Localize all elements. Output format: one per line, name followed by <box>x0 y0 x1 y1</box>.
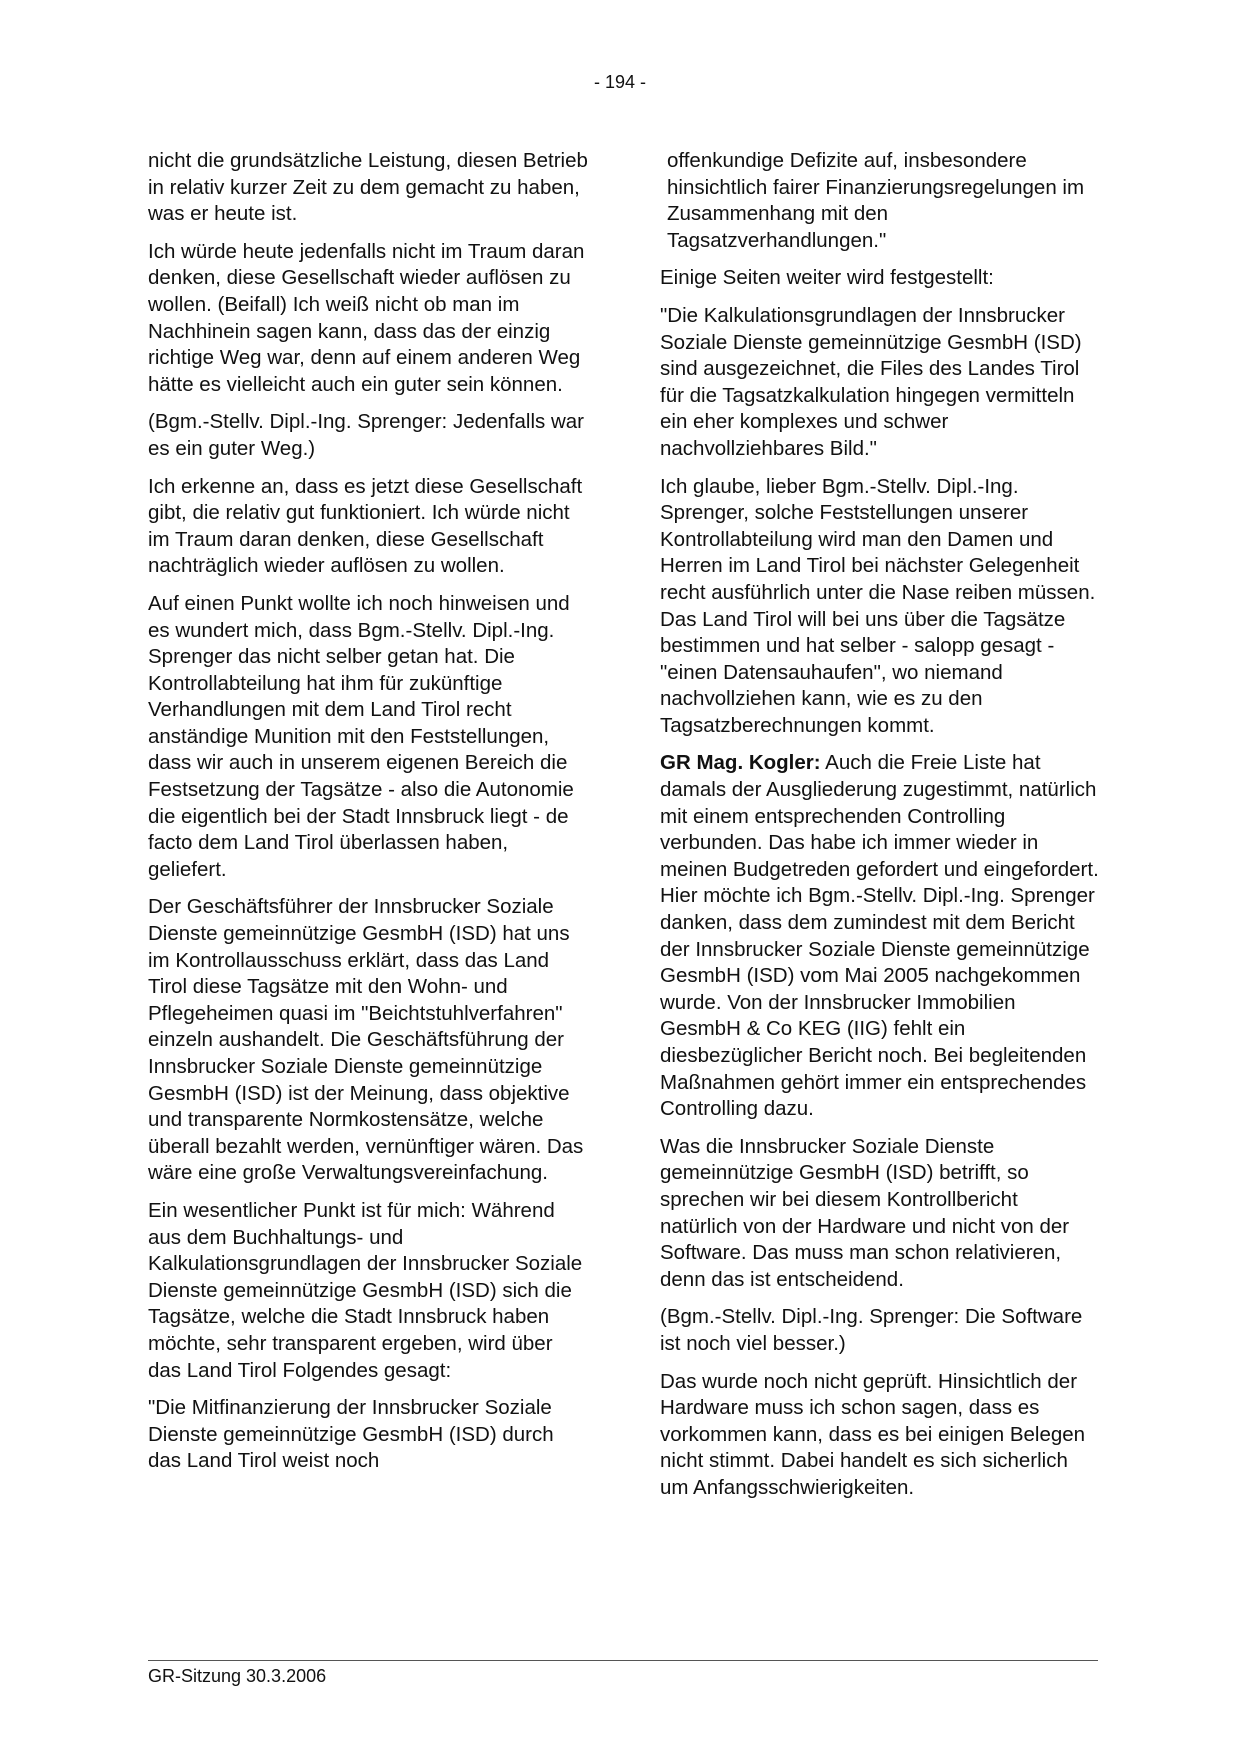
quote: "Die Mitfinanzierung der Innsbrucker Soziale Dienste gemeinnützige GesmbH (ISD) durch das Land Tirol weist noch <box>148 1396 554 1473</box>
speaker-name: GR Mag. Kogler: <box>660 751 821 775</box>
paragraph: Auf einen Punkt wollte ich noch hinweisen und es wundert mich, dass Bgm.-Stellv. Dipl.-Ing. Sprenger das nicht selber getan hat. Die Kontrollabteilung hat ihm für zukünftige Verhandlungen mit dem Land Tirol recht anständige Munition mit den Feststellungen, dass wir auch in unserem eigenen Bereich die Festsetzung der Tagsätze - also die Autonomie die eigentlich bei der Stadt Innsbruck liegt - de facto dem Land Tirol überlassen haben, geliefert. <box>148 591 574 881</box>
paragraph: nicht die grundsätzliche Leistung, diesen Betrieb in relativ kurzer Zeit zu dem gemacht zu haben, was er heute ist. <box>148 149 588 226</box>
speaker-paragraph <box>660 750 1100 1122</box>
page-number: - 194 - <box>593 72 647 92</box>
paragraph: Ich erkenne an, dass es jetzt diese Gesellschaft gibt, die relativ gut funktioniert. Ich würde nicht im Traum daran denken, diese Gesellschaft nachträglich wieder auflösen zu wollen. <box>148 474 583 578</box>
right-column <box>660 148 1100 1513</box>
paragraph: Der Geschäftsführer der Innsbrucker Soziale Dienste gemeinnützige GesmbH (ISD) hat uns im Kontrollausschuss erklärt, dass das Land Tirol diese Tagsätze mit den Wohn- und Pflegeheimen quasi im "Beichtstuhlverfahren" einzeln aushandelt. Die Geschäftsführung der Innsbrucker Soziale Dienste gemeinnützige GesmbH (ISD) ist der Meinung, dass objektive und transparente Normkostensätze, welche überall bezahlt werden, vernünftiger wären. Das wäre eine große Verwaltungsvereinfachung. <box>148 895 584 1185</box>
footer-session-date: GR-Sitzung 30.3.2006 <box>148 1666 327 1686</box>
paragraph: Das wurde noch nicht geprüft. Hinsichtlich der Hardware muss ich schon sagen, dass es vorkommen kann, dass es bei einigen Belegen nicht stimmt. Dabei handelt es sich sicherlich um Anfangsschwierigkeiten. <box>660 1369 1086 1499</box>
paragraph: Einige Seiten weiter wird festgestellt: <box>660 266 994 290</box>
interjection: (Bgm.-Stellv. Dipl.-Ing. Sprenger: Jedenfalls war es ein guter Weg.) <box>148 410 584 460</box>
left-column <box>148 148 588 1485</box>
paragraph: Ich würde heute jedenfalls nicht im Traum daran denken, diese Gesellschaft wieder auflösen zu wollen. (Beifall) Ich weiß nicht ob man im Nachhinein sagen kann, dass das der einzig richtige Weg war, denn auf einem anderen Weg hätte es vielleicht auch ein guter sein können. <box>148 239 585 396</box>
paragraph: Ein wesentlicher Punkt ist für mich: Während aus dem Buchhaltungs- und Kalkulationsgrundlagen der Innsbrucker Soziale Dienste gemeinnützige GesmbH (ISD) sich die Tagsätze, welche die Stadt Innsbruck haben möchte, sehr transparent ergeben, wird über das Land Tirol Folgendes gesagt: <box>148 1198 583 1382</box>
paragraph: Ich glaube, lieber Bgm.-Stellv. Dipl.-Ing. Sprenger, solche Feststellungen unserer Kontrollabteilung wird man den Damen und Herren im Land Tirol bei nächster Gelegenheit recht ausführlich unter die Nase reiben müssen. Das Land Tirol will bei uns über die Tagsätze bestimmen und hat selber - salopp gesagt - "einen Datensauhaufen", wo niemand nachvollziehen kann, wie es zu den Tagsatzberechnungen kommt. <box>660 474 1096 737</box>
quote-continuation: offenkundige Defizite auf, insbesondere hinsichtlich fairer Finanzierungsregelungen im Zusammenhang mit den Tagsatzverhandlungen." <box>667 149 1085 252</box>
quote: "Die Kalkulationsgrundlagen der Innsbrucker Soziale Dienste gemeinnützige GesmbH (ISD) sind ausgezeichnet, die Files des Landes Tirol für die Tagsatzkalkulation hingegen vermitteln ein eher komplexes und schwer nachvollziehbares Bild." <box>660 303 1082 460</box>
speaker-text: Auch die Freie Liste hat damals der Ausgliederung zugestimmt, natürlich mit einem entsprechenden Controlling verbunden. Das habe ich immer wieder in meinen Budgetreden gefordert und eingefordert. Hier möchte ich Bgm.-Stellv. Dipl.-Ing. Sprenger danken, dass dem zumindest mit dem Bericht der Innsbrucker Soziale Dienste gemeinnützige GesmbH (ISD) vom Mai 2005 nachgekommen wurde. Von der Innsbrucker Immobilien GesmbH & Co KEG (IIG) fehlt ein diesbezüglicher Bericht noch. Bei begleitenden Maßnahmen gehört immer ein entsprechendes Controlling dazu. <box>660 751 1099 1121</box>
footer-divider <box>148 1660 1098 1661</box>
paragraph: Was die Innsbrucker Soziale Dienste gemeinnützige GesmbH (ISD) betrifft, so sprechen wir bei diesem Kontrollbericht natürlich von der Hardware und nicht von der Software. Das muss man schon relativieren, denn das ist entscheidend. <box>660 1134 1070 1291</box>
interjection: (Bgm.-Stellv. Dipl.-Ing. Sprenger: Die Software ist noch viel besser.) <box>660 1305 1083 1355</box>
